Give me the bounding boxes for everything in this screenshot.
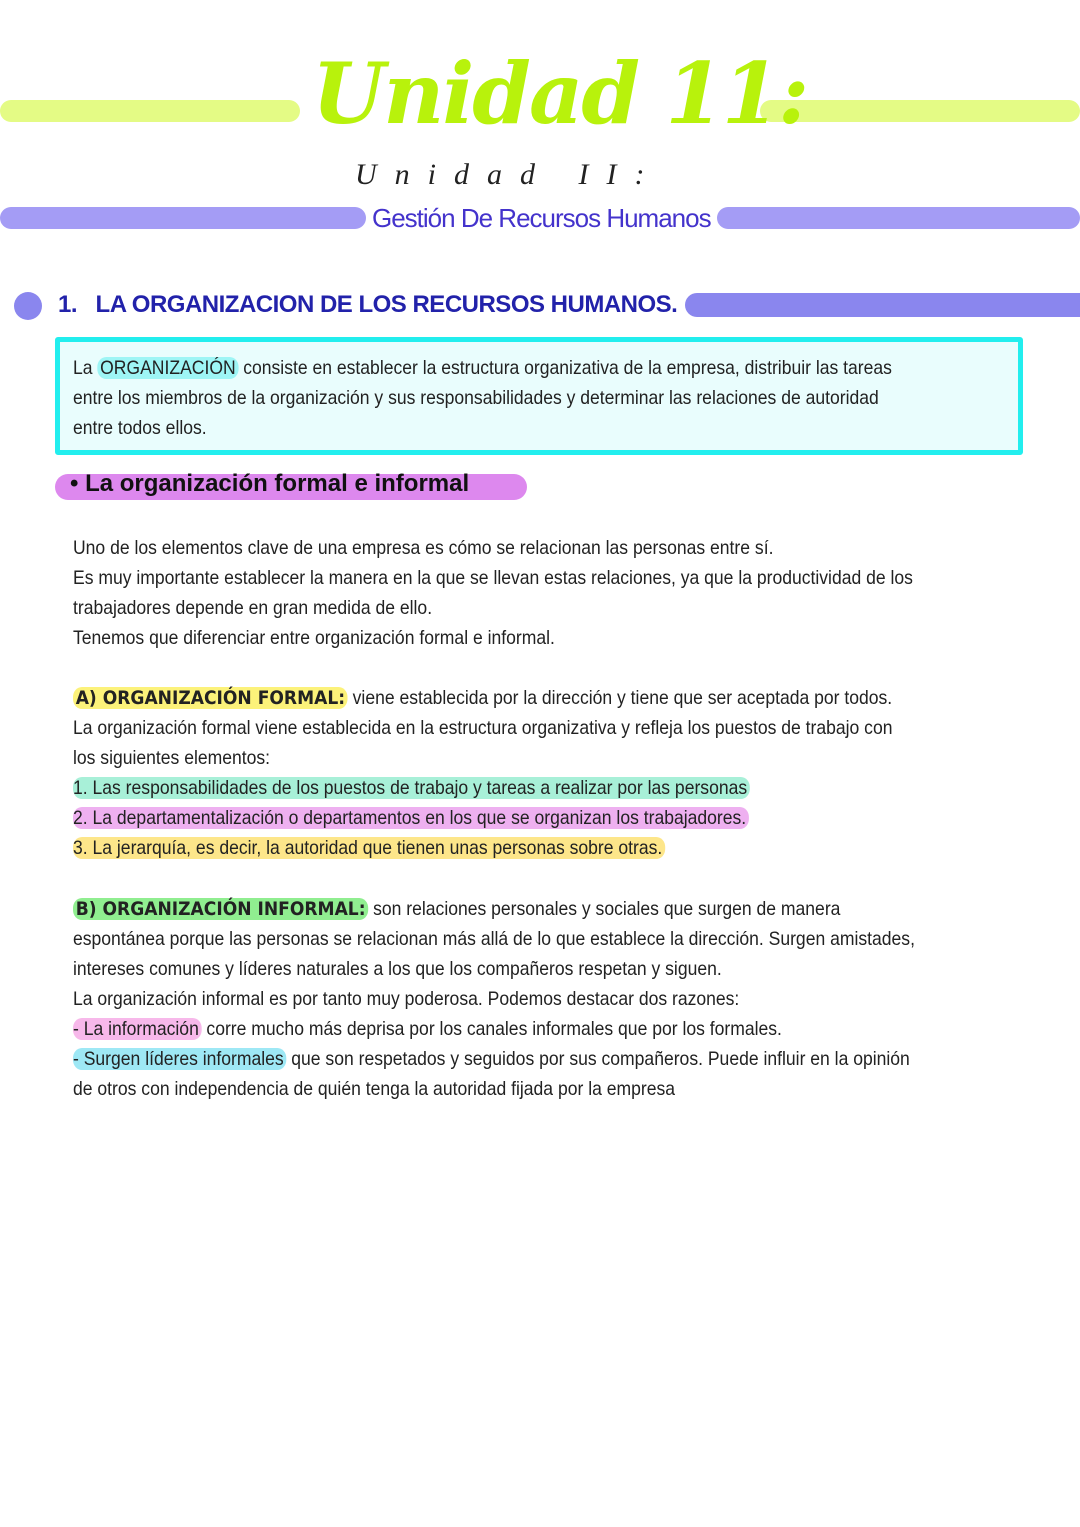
header-lime-bar-left (0, 100, 300, 122)
definition-line: La ORGANIZACIÓN consiste en establecer la estructura organizativa de la empresa, distribuir las tareas (73, 357, 892, 379)
page-title: Unidad 11: (312, 44, 808, 143)
section-title: 1. LA ORGANIZACION DE LOS RECURSOS HUMANOS. (58, 291, 678, 318)
formal-line: los siguientes elementos: (73, 747, 271, 769)
formal-line: La organización formal viene establecida en la estructura organizativa y refleja los puestos de trabajo con (73, 717, 893, 739)
page-title-overlay: Unidad II: (355, 158, 663, 191)
page-subtitle: Gestión De Recursos Humanos (372, 203, 711, 233)
intro-line: trabajadores depende en gran medida de ello. (73, 597, 433, 619)
informal-line: intereses comunes y líderes naturales a los que los compañeros respetan y siguen. (73, 958, 722, 980)
bullet-dot-icon (14, 292, 42, 320)
intro-line: Uno de los elementos clave de una empresa es cómo se relacionan las personas entre sí. (73, 537, 774, 559)
definition-line: entre todos ellos. (73, 417, 207, 439)
informal-line: B) ORGANIZACIÓN INFORMAL: son relaciones personales y sociales que surgen de manera (73, 896, 840, 922)
intro-line: Tenemos que diferenciar entre organización formal e informal. (73, 627, 555, 649)
formal-line: A) ORGANIZACIÓN FORMAL: viene establecida por la dirección y tiene que ser aceptada por todos. (73, 685, 892, 711)
informal-reason: - Surgen líderes informales que son respetados y seguidos por sus compañeros. Puede influir en la opinión (73, 1048, 910, 1070)
informal-line: La organización informal es por tanto muy poderosa. Podemos destacar dos razones: (73, 988, 740, 1010)
definition-line: entre los miembros de la organización y sus responsabilidades y determinar las relaciones de autoridad (73, 387, 879, 409)
informal-label: B) ORGANIZACIÓN INFORMAL: (73, 898, 368, 920)
informal-reason: - La información corre mucho más deprisa por los canales informales que por los formales. (73, 1018, 782, 1040)
definition-term: ORGANIZACIÓN (97, 357, 238, 379)
intro-line: Es muy importante establecer la manera en la que se llevan estas relaciones, ya que la productividad de los (73, 567, 913, 589)
informal-line: espontánea porque las personas se relacionan más allá de lo que establece la dirección. Surgen amistades, (73, 928, 915, 950)
header-lime-bar-right (760, 100, 1080, 122)
subtitle-bar-right (717, 207, 1080, 229)
formal-item: 3. La jerarquía, es decir, la autoridad que tienen unas personas sobre otras. (73, 835, 665, 861)
subtitle-bar-left (0, 207, 366, 229)
formal-item: 2. La departamentalización o departamentos en los que se organizan los trabajadores. (73, 805, 749, 831)
formal-label: A) ORGANIZACIÓN FORMAL: (73, 687, 348, 709)
formal-item: 1. Las responsabilidades de los puestos de trabajo y tareas a realizar por las personas (73, 775, 750, 801)
subtitle-row (0, 203, 1080, 233)
section-header (58, 288, 1080, 322)
section-bar (685, 293, 1080, 317)
informal-line: de otros con independencia de quién tenga la autoridad fijada por la empresa (73, 1078, 676, 1100)
subsection-title: • La organización formal e informal (70, 470, 470, 497)
